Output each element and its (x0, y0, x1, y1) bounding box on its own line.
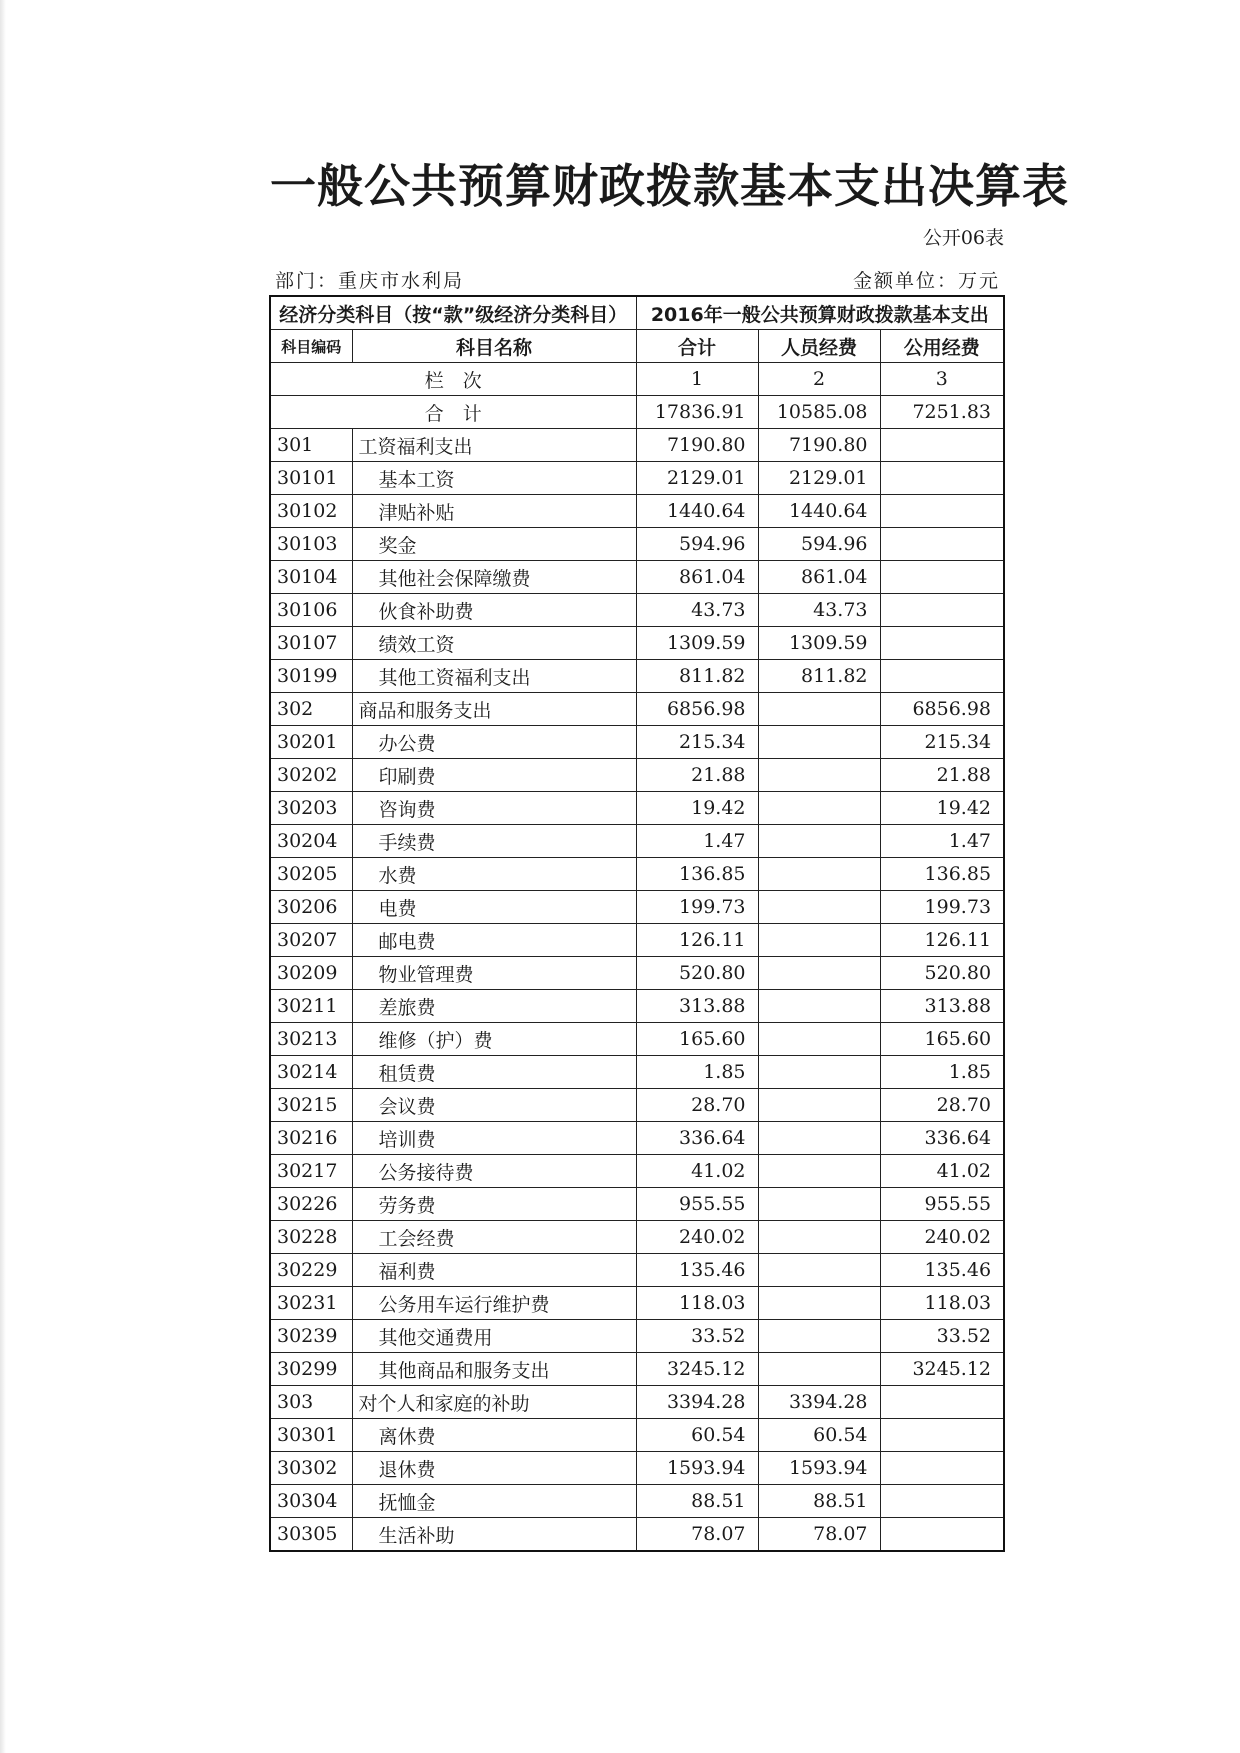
row-total: 78.07 (636, 1518, 758, 1552)
page-title: 一般公共预算财政拨款基本支出决算表 (270, 159, 1069, 213)
row-name: 津贴补贴 (352, 495, 636, 528)
total-public: 7251.83 (880, 396, 1004, 429)
page-edge-shadow (0, 0, 6, 1753)
row-code: 30104 (270, 561, 352, 594)
row-personnel: 7190.80 (758, 429, 880, 462)
table-row (270, 891, 1004, 924)
row-name: 手续费 (352, 825, 636, 858)
row-total: 199.73 (636, 891, 758, 924)
row-code: 30211 (270, 990, 352, 1023)
row-code: 30102 (270, 495, 352, 528)
row-total: 1440.64 (636, 495, 758, 528)
form-code: 公开06表 (922, 227, 1004, 249)
row-code: 30207 (270, 924, 352, 957)
total-row (270, 396, 1004, 429)
row-code: 30239 (270, 1320, 352, 1353)
row-code: 30215 (270, 1089, 352, 1122)
row-personnel (758, 957, 880, 990)
row-total: 21.88 (636, 759, 758, 792)
row-public (880, 462, 1004, 495)
row-name: 基本工资 (352, 462, 636, 495)
row-personnel (758, 1089, 880, 1122)
column-header-code: 科目编码 (270, 330, 352, 363)
row-total: 118.03 (636, 1287, 758, 1320)
column-index-row (270, 363, 1004, 396)
row-total: 6856.98 (636, 693, 758, 726)
row-name: 邮电费 (352, 924, 636, 957)
row-total: 1.47 (636, 825, 758, 858)
row-code: 30206 (270, 891, 352, 924)
table-body (270, 296, 1004, 1551)
row-name: 其他工资福利支出 (352, 660, 636, 693)
header-row-group (270, 296, 1004, 330)
row-personnel: 861.04 (758, 561, 880, 594)
row-name: 其他商品和服务支出 (352, 1353, 636, 1386)
row-total: 811.82 (636, 660, 758, 693)
table-row (270, 1353, 1004, 1386)
table-row (270, 1287, 1004, 1320)
row-code: 30203 (270, 792, 352, 825)
row-name: 工会经费 (352, 1221, 636, 1254)
row-code: 30202 (270, 759, 352, 792)
row-personnel (758, 1320, 880, 1353)
row-code: 30305 (270, 1518, 352, 1552)
row-code: 30209 (270, 957, 352, 990)
row-personnel (758, 924, 880, 957)
row-public (880, 1419, 1004, 1452)
row-name: 绩效工资 (352, 627, 636, 660)
row-public (880, 1518, 1004, 1552)
row-name: 咨询费 (352, 792, 636, 825)
row-personnel: 594.96 (758, 528, 880, 561)
row-total: 43.73 (636, 594, 758, 627)
row-name: 对个人和家庭的补助 (352, 1386, 636, 1419)
column-header-personnel: 人员经费 (758, 330, 880, 363)
row-public: 135.46 (880, 1254, 1004, 1287)
row-personnel: 43.73 (758, 594, 880, 627)
row-total: 7190.80 (636, 429, 758, 462)
table-row (270, 957, 1004, 990)
row-name: 奖金 (352, 528, 636, 561)
row-total: 520.80 (636, 957, 758, 990)
row-total: 313.88 (636, 990, 758, 1023)
row-name: 退休费 (352, 1452, 636, 1485)
table-row (270, 1089, 1004, 1122)
row-code: 30103 (270, 528, 352, 561)
row-public (880, 1452, 1004, 1485)
table-row (270, 1221, 1004, 1254)
row-total: 336.64 (636, 1122, 758, 1155)
row-total: 136.85 (636, 858, 758, 891)
row-name: 公务用车运行维护费 (352, 1287, 636, 1320)
expenditure-table (269, 295, 1005, 1552)
total-label: 合 计 (270, 396, 636, 429)
row-code: 30301 (270, 1419, 352, 1452)
table-row (270, 1518, 1004, 1552)
row-public: 19.42 (880, 792, 1004, 825)
row-code: 30205 (270, 858, 352, 891)
row-name: 办公费 (352, 726, 636, 759)
row-public: 520.80 (880, 957, 1004, 990)
table-row (270, 627, 1004, 660)
row-code: 30199 (270, 660, 352, 693)
row-code: 303 (270, 1386, 352, 1419)
row-name: 其他交通费用 (352, 1320, 636, 1353)
table-row (270, 495, 1004, 528)
table-row (270, 561, 1004, 594)
column-index-3: 3 (880, 363, 1004, 396)
table-row (270, 1320, 1004, 1353)
department-label: 部门：重庆市水利局 (275, 270, 465, 292)
row-total: 1.85 (636, 1056, 758, 1089)
row-total: 861.04 (636, 561, 758, 594)
row-name: 伙食补助费 (352, 594, 636, 627)
row-public: 336.64 (880, 1122, 1004, 1155)
row-name: 抚恤金 (352, 1485, 636, 1518)
row-public (880, 561, 1004, 594)
table-row (270, 594, 1004, 627)
row-public: 3245.12 (880, 1353, 1004, 1386)
row-total: 1309.59 (636, 627, 758, 660)
row-name: 福利费 (352, 1254, 636, 1287)
row-personnel (758, 1188, 880, 1221)
row-total: 240.02 (636, 1221, 758, 1254)
column-header-name: 科目名称 (352, 330, 636, 363)
row-public: 955.55 (880, 1188, 1004, 1221)
row-public: 21.88 (880, 759, 1004, 792)
row-code: 30201 (270, 726, 352, 759)
header-budget-year: 2016年一般公共预算财政拨款基本支出 (636, 296, 1004, 330)
row-personnel (758, 891, 880, 924)
row-personnel: 78.07 (758, 1518, 880, 1552)
row-personnel (758, 1155, 880, 1188)
table-row (270, 792, 1004, 825)
row-code: 30204 (270, 825, 352, 858)
row-name: 维修（护）费 (352, 1023, 636, 1056)
row-total: 955.55 (636, 1188, 758, 1221)
row-code: 30299 (270, 1353, 352, 1386)
table-row (270, 1023, 1004, 1056)
unit-label: 金额单位：万元 (852, 270, 1000, 292)
row-public: 33.52 (880, 1320, 1004, 1353)
row-personnel (758, 1254, 880, 1287)
row-public: 165.60 (880, 1023, 1004, 1056)
row-name: 物业管理费 (352, 957, 636, 990)
row-public (880, 1485, 1004, 1518)
table-row (270, 924, 1004, 957)
row-public (880, 429, 1004, 462)
row-code: 302 (270, 693, 352, 726)
row-personnel (758, 1221, 880, 1254)
table-row (270, 759, 1004, 792)
row-name: 商品和服务支出 (352, 693, 636, 726)
row-total: 19.42 (636, 792, 758, 825)
row-personnel (758, 825, 880, 858)
row-public: 215.34 (880, 726, 1004, 759)
row-personnel (758, 759, 880, 792)
table-row (270, 660, 1004, 693)
table-row (270, 1419, 1004, 1452)
row-public (880, 627, 1004, 660)
row-personnel: 2129.01 (758, 462, 880, 495)
row-personnel (758, 1122, 880, 1155)
row-personnel (758, 726, 880, 759)
row-public: 126.11 (880, 924, 1004, 957)
row-code: 301 (270, 429, 352, 462)
row-public (880, 594, 1004, 627)
row-personnel: 60.54 (758, 1419, 880, 1452)
row-personnel: 88.51 (758, 1485, 880, 1518)
table-row (270, 1155, 1004, 1188)
row-total: 594.96 (636, 528, 758, 561)
row-public: 6856.98 (880, 693, 1004, 726)
row-name: 差旅费 (352, 990, 636, 1023)
row-public: 199.73 (880, 891, 1004, 924)
table-row (270, 1386, 1004, 1419)
row-personnel: 1593.94 (758, 1452, 880, 1485)
table-row (270, 1188, 1004, 1221)
row-code: 30226 (270, 1188, 352, 1221)
row-personnel (758, 1056, 880, 1089)
row-personnel: 811.82 (758, 660, 880, 693)
row-total: 215.34 (636, 726, 758, 759)
table-row (270, 1254, 1004, 1287)
row-public: 118.03 (880, 1287, 1004, 1320)
row-name: 公务接待费 (352, 1155, 636, 1188)
column-header-public: 公用经费 (880, 330, 1004, 363)
table-row (270, 990, 1004, 1023)
column-header-total: 合计 (636, 330, 758, 363)
row-total: 135.46 (636, 1254, 758, 1287)
row-name: 离休费 (352, 1419, 636, 1452)
row-code: 30302 (270, 1452, 352, 1485)
row-code: 30228 (270, 1221, 352, 1254)
table-row (270, 1122, 1004, 1155)
table-row (270, 1056, 1004, 1089)
table-row (270, 693, 1004, 726)
table-row (270, 462, 1004, 495)
table-row (270, 825, 1004, 858)
row-public: 240.02 (880, 1221, 1004, 1254)
header-row-columns (270, 330, 1004, 363)
row-name: 印刷费 (352, 759, 636, 792)
row-personnel (758, 693, 880, 726)
row-code: 30304 (270, 1485, 352, 1518)
row-total: 1593.94 (636, 1452, 758, 1485)
row-personnel: 3394.28 (758, 1386, 880, 1419)
row-total: 28.70 (636, 1089, 758, 1122)
row-public (880, 660, 1004, 693)
row-name: 水费 (352, 858, 636, 891)
row-personnel: 1440.64 (758, 495, 880, 528)
total-sum: 17836.91 (636, 396, 758, 429)
column-index-label: 栏 次 (270, 363, 636, 396)
row-public: 28.70 (880, 1089, 1004, 1122)
row-name: 其他社会保障缴费 (352, 561, 636, 594)
row-personnel: 1309.59 (758, 627, 880, 660)
header-economic-classification: 经济分类科目（按“款”级经济分类科目） (270, 296, 636, 330)
row-total: 41.02 (636, 1155, 758, 1188)
row-code: 30217 (270, 1155, 352, 1188)
row-name: 培训费 (352, 1122, 636, 1155)
row-total: 126.11 (636, 924, 758, 957)
row-personnel (758, 1353, 880, 1386)
column-index-2: 2 (758, 363, 880, 396)
row-code: 30101 (270, 462, 352, 495)
row-total: 3394.28 (636, 1386, 758, 1419)
row-public (880, 495, 1004, 528)
row-personnel (758, 1287, 880, 1320)
table-row (270, 429, 1004, 462)
row-public: 1.47 (880, 825, 1004, 858)
row-personnel (758, 1023, 880, 1056)
row-name: 劳务费 (352, 1188, 636, 1221)
row-total: 165.60 (636, 1023, 758, 1056)
row-public (880, 1386, 1004, 1419)
column-index-1: 1 (636, 363, 758, 396)
row-name: 电费 (352, 891, 636, 924)
row-code: 30107 (270, 627, 352, 660)
row-code: 30213 (270, 1023, 352, 1056)
row-total: 88.51 (636, 1485, 758, 1518)
table-row (270, 1485, 1004, 1518)
row-public: 1.85 (880, 1056, 1004, 1089)
row-total: 3245.12 (636, 1353, 758, 1386)
row-code: 30214 (270, 1056, 352, 1089)
row-public: 313.88 (880, 990, 1004, 1023)
row-total: 60.54 (636, 1419, 758, 1452)
row-code: 30106 (270, 594, 352, 627)
row-personnel (758, 792, 880, 825)
row-public: 41.02 (880, 1155, 1004, 1188)
row-name: 工资福利支出 (352, 429, 636, 462)
row-personnel (758, 990, 880, 1023)
row-name: 生活补助 (352, 1518, 636, 1552)
table-row (270, 726, 1004, 759)
table-row (270, 528, 1004, 561)
row-public: 136.85 (880, 858, 1004, 891)
row-public (880, 528, 1004, 561)
row-code: 30229 (270, 1254, 352, 1287)
row-name: 会议费 (352, 1089, 636, 1122)
total-personnel: 10585.08 (758, 396, 880, 429)
row-total: 33.52 (636, 1320, 758, 1353)
row-total: 2129.01 (636, 462, 758, 495)
row-personnel (758, 858, 880, 891)
table-row (270, 858, 1004, 891)
row-code: 30216 (270, 1122, 352, 1155)
table-row (270, 1452, 1004, 1485)
row-code: 30231 (270, 1287, 352, 1320)
row-name: 租赁费 (352, 1056, 636, 1089)
